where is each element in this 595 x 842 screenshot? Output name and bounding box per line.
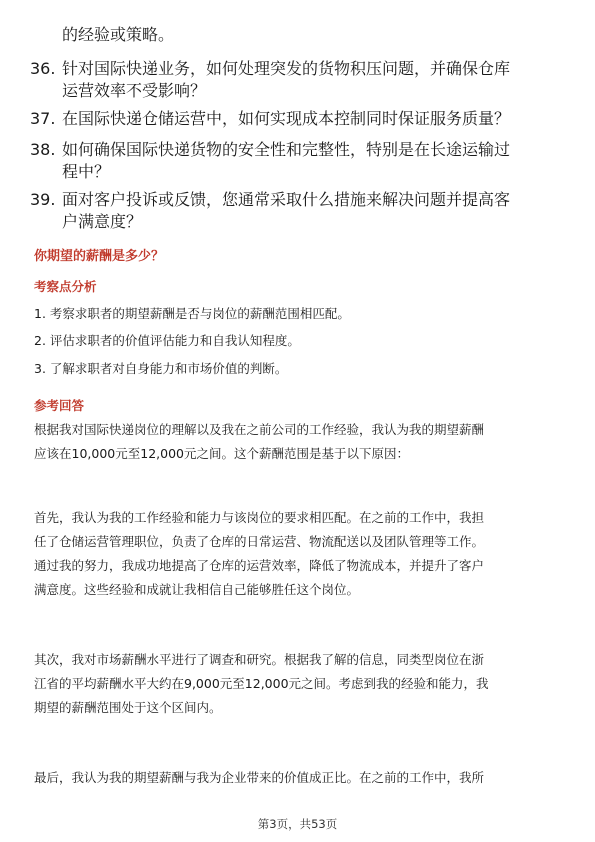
question-item xyxy=(30,139,560,183)
paragraph-line: 首先，我认为我的工作经验和能力与该岗位的要求相匹配。在之前的工作中，我担 xyxy=(34,510,485,525)
question-line: 运营效率不受影响？ xyxy=(62,81,207,100)
paragraph-line: 期望的薪酬范围处于这个区间内。 xyxy=(34,700,222,715)
paragraph-line: 最后，我认为我的期望薪酬与我为企业带来的价值成正比。在之前的工作中，我所 xyxy=(34,770,485,785)
question-number: 39. xyxy=(30,190,56,209)
analysis-item: 2. 评估求职者的价值评估能力和自我认知程度。 xyxy=(34,333,300,348)
question-line: 程中？ xyxy=(62,162,111,181)
answer-paragraph xyxy=(34,506,562,602)
paragraph-line: 任了仓储运营管理职位，负责了仓库的日常运营、物流配送以及团队管理等工作。 xyxy=(34,534,485,549)
question-item xyxy=(30,58,560,102)
paragraph-line: 通过我的努力，我成功地提高了仓库的运营效率，降低了物流成本，并提升了客户 xyxy=(34,558,485,573)
paragraph-line: 根据我对国际快递岗位的理解以及我在之前公司的工作经验，我认为我的期望薪酬 xyxy=(34,422,485,437)
question-number: 37. xyxy=(30,109,56,128)
analysis-item: 3. 了解求职者对自身能力和市场价值的判断。 xyxy=(34,361,288,376)
page-footer: 第3页，共53页 xyxy=(257,817,338,831)
paragraph-line: 应该在10,000元至12,000元之间。这个薪酬范围是基于以下原因： xyxy=(34,446,409,461)
question-item xyxy=(30,189,560,233)
analysis-heading: 考察点分析 xyxy=(34,279,97,294)
analysis-item: 1. 考察求职者的期望薪酬是否与岗位的薪酬范围相匹配。 xyxy=(34,306,350,321)
paragraph-line: 满意度。这些经验和成就让我相信自己能够胜任这个岗位。 xyxy=(34,582,360,597)
question-line: 针对国际快递业务，如何处理突发的货物积压问题，并确保仓库 xyxy=(62,59,511,78)
answer-paragraph xyxy=(34,648,562,720)
paragraph-line: 江省的平均薪酬水平大约在9,000元至12,000元之间。考虑到我的经验和能力，我 xyxy=(34,676,489,691)
question-item xyxy=(30,108,560,130)
question-number: 36. xyxy=(30,59,56,78)
answer-paragraph xyxy=(34,766,562,790)
answer-paragraph xyxy=(34,418,562,466)
paragraph-line: 其次，我对市场薪酬水平进行了调查和研究。根据我了解的信息，同类型岗位在浙 xyxy=(34,652,485,667)
question-line: 如何确保国际快递货物的安全性和完整性，特别是在长途运输过 xyxy=(62,140,511,159)
question-number: 38. xyxy=(30,140,56,159)
question-line: 面对客户投诉或反馈，您通常采取什么措施来解决问题并提高客 xyxy=(62,190,511,209)
question-line: 在国际快递仓储运营中，如何实现成本控制同时保证服务质量？ xyxy=(62,109,511,128)
answer-heading: 参考回答 xyxy=(34,398,85,413)
question-continuation: 的经验或策略。 xyxy=(62,25,175,44)
salary-question-heading: 你期望的薪酬是多少？ xyxy=(34,249,165,264)
question-line: 户满意度？ xyxy=(62,212,143,231)
